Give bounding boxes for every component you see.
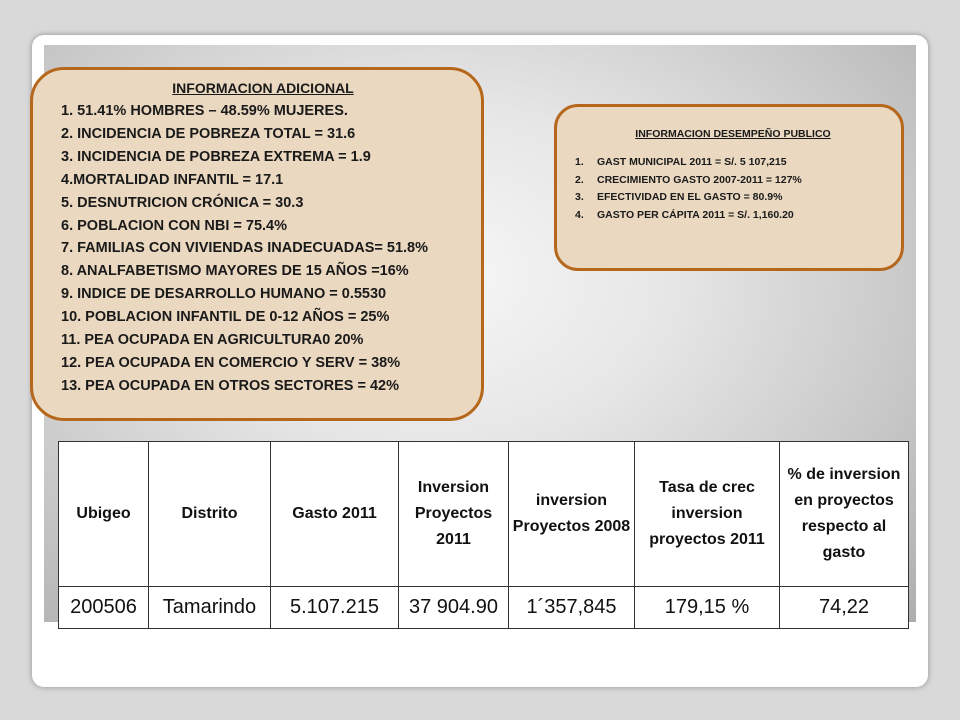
info-line: 4.MORTALIDAD INFANTIL = 17.1 <box>61 171 284 188</box>
cell-inversion-2008: 1´357,845 <box>509 587 635 629</box>
info-line: 7. FAMILIAS CON VIVIENDAS INADECUADAS= 51.8% <box>61 240 429 257</box>
cell-gasto: 5.107.215 <box>271 587 399 629</box>
info-line: 12. PEA OCUPADA EN COMERCIO Y SERV = 38% <box>61 354 401 371</box>
info-line: 9. INDICE DE DESARROLLO HUMANO = 0.5530 <box>61 286 387 303</box>
list-number: 4. <box>575 208 584 221</box>
info-line: 2. INCIDENCIA DE POBREZA TOTAL = 31.6 <box>61 125 356 142</box>
list-number: 3. <box>575 191 584 204</box>
performance-text: CRECIMIENTO GASTO 2007-2011 = 127% <box>597 173 802 186</box>
public-performance-title: INFORMACION DESEMPEÑO PUBLICO <box>635 128 831 140</box>
info-line: 8. ANALFABETISMO MAYORES DE 15 AÑOS =16% <box>61 263 409 280</box>
cell-distrito: Tamarindo <box>149 587 271 629</box>
table-header-row <box>59 442 909 587</box>
info-line: 5. DESNUTRICION CRÓNICA = 30.3 <box>61 194 304 211</box>
table-row <box>59 587 909 629</box>
performance-text: EFECTIVIDAD EN EL GASTO = 80.9% <box>597 191 783 204</box>
performance-line <box>575 172 891 190</box>
info-line: 11. PEA OCUPADA EN AGRICULTURA0 20% <box>61 332 364 349</box>
info-line: 3. INCIDENCIA DE POBREZA EXTREMA = 1.9 <box>61 148 371 165</box>
cell-porcentaje-inversion: 74,22 <box>780 587 909 629</box>
header-ubigeo: Ubigeo <box>59 442 149 587</box>
performance-line <box>575 207 891 225</box>
header-distrito: Distrito <box>149 442 271 587</box>
info-line: 6. POBLACION CON NBI = 75.4% <box>61 217 288 234</box>
investment-table <box>58 441 909 629</box>
performance-line <box>575 154 891 172</box>
info-line: 13. PEA OCUPADA EN OTROS SECTORES = 42% <box>61 377 400 394</box>
cell-tasa-crecimiento: 179,15 % <box>635 587 780 629</box>
additional-info-title: INFORMACION ADICIONAL <box>172 80 354 96</box>
additional-info-box <box>30 67 484 421</box>
header-inversion-2011: Inversion Proyectos 2011 <box>399 442 509 587</box>
list-number: 1. <box>575 156 584 168</box>
list-number: 2. <box>575 173 584 186</box>
performance-text: GAST MUNICIPAL 2011 = S/. 5 107,215 <box>597 156 787 168</box>
cell-inversion-2011: 37 904.90 <box>399 587 509 629</box>
cell-ubigeo: 200506 <box>59 587 149 629</box>
performance-text: GASTO PER CÁPITA 2011 = S/. 1,160.20 <box>597 208 794 221</box>
info-line: 10. POBLACION INFANTIL DE 0-12 AÑOS = 25% <box>61 309 390 326</box>
public-performance-box <box>554 104 904 271</box>
header-gasto: Gasto 2011 <box>271 442 399 587</box>
header-tasa-crecimiento: Tasa de crec inversion proyectos 2011 <box>635 442 780 587</box>
performance-line <box>575 189 891 207</box>
header-inversion-2008: inversion Proyectos 2008 <box>509 442 635 587</box>
info-line: 1. 51.41% HOMBRES – 48.59% MUJERES. <box>61 103 348 119</box>
header-porcentaje-inversion: % de inversion en proyectos respecto al gasto <box>780 442 909 587</box>
